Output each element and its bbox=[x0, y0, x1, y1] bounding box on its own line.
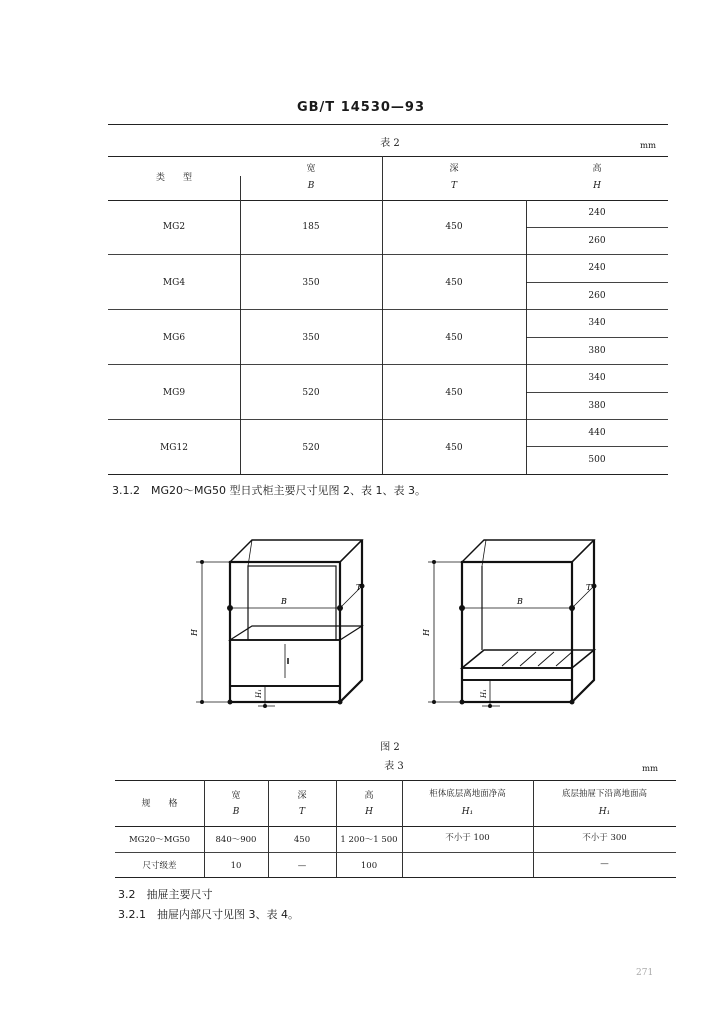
table-row: 450 bbox=[293, 835, 311, 845]
table-3-row-rule bbox=[115, 852, 676, 853]
table-3-col-height-symbol: H bbox=[365, 807, 373, 817]
table-row: 450 bbox=[445, 388, 463, 398]
table-2-unit: mm bbox=[639, 141, 657, 151]
page-number: 271 bbox=[636, 968, 654, 978]
header-rule bbox=[108, 124, 668, 125]
table-row: 450 bbox=[445, 222, 463, 232]
table-row: 185 bbox=[302, 222, 320, 232]
table-3-col-drawer-height: 底层抽屉下沿离地面高 bbox=[561, 789, 647, 799]
table-3-header-rule bbox=[115, 826, 676, 827]
table-row: 100 bbox=[360, 861, 378, 871]
cabinet-left bbox=[196, 540, 362, 706]
table-row: 440 bbox=[588, 428, 606, 438]
table-2-header-rule bbox=[108, 200, 668, 201]
table-2-subrow-rule bbox=[526, 282, 668, 283]
table-row: 380 bbox=[588, 401, 606, 411]
table-2-col-depth-symbol: T bbox=[450, 181, 457, 191]
table-3-col-drawer-height-symbol: H₁ bbox=[598, 807, 611, 817]
table-2-subrow-rule bbox=[526, 392, 668, 393]
table-2-col-height-symbol: H bbox=[593, 181, 601, 191]
table-2-bottom-rule bbox=[108, 474, 668, 475]
table-row: MG4 bbox=[162, 278, 186, 288]
table-row: 340 bbox=[588, 318, 606, 328]
table-3-bottom-rule bbox=[115, 877, 676, 878]
document-id: GB/T 14530—93 bbox=[296, 100, 426, 115]
table-2-row-rule bbox=[108, 309, 668, 310]
table-row: 尺寸级差 bbox=[142, 861, 177, 871]
table-2-col-type: 类 型 bbox=[155, 173, 192, 183]
table-row: MG9 bbox=[162, 388, 186, 398]
table-2-col-width: 宽 bbox=[306, 164, 316, 174]
table-row: 380 bbox=[588, 346, 606, 356]
figure-2-caption: 图 2 bbox=[380, 742, 400, 753]
table-2-col-depth: 深 bbox=[449, 164, 459, 174]
table-2-subrow-rule bbox=[526, 337, 668, 338]
table-row: 350 bbox=[302, 278, 320, 288]
table-2-subrow-rule bbox=[526, 227, 668, 228]
table-2-subrow-rule bbox=[526, 446, 668, 447]
table-row: 240 bbox=[588, 263, 606, 273]
table-2-top-rule bbox=[108, 156, 668, 157]
table-row: MG20～MG50 bbox=[128, 835, 191, 845]
table-3-title: 表 3 bbox=[384, 761, 404, 772]
table-row: 520 bbox=[302, 443, 320, 453]
fig-label-h-left: H bbox=[190, 629, 199, 636]
table-row: 450 bbox=[445, 333, 463, 343]
table-3-col-depth: 深 bbox=[297, 791, 307, 801]
table-row: 520 bbox=[302, 388, 320, 398]
section-3-2-1: 3.2.1 抽屉内部尺寸见图 3、表 4。 bbox=[118, 908, 299, 921]
table-3-col-spec: 规 格 bbox=[141, 799, 178, 809]
table-3-col-depth-symbol: T bbox=[298, 807, 305, 817]
table-2-col-width-symbol: B bbox=[307, 181, 315, 191]
fig-label-b-right: B bbox=[517, 597, 523, 606]
table-row: 240 bbox=[588, 208, 606, 218]
table-row: 260 bbox=[588, 291, 606, 301]
table-row: 340 bbox=[588, 373, 606, 383]
table-row: MG12 bbox=[160, 443, 188, 453]
section-3-1-2: 3.1.2 MG20～MG50 型日式柜主要尺寸见图 2、表 1、表 3。 bbox=[112, 484, 426, 497]
fig-label-h1-right: H₁ bbox=[480, 689, 488, 698]
section-3-2: 3.2 抽屉主要尺寸 bbox=[118, 888, 213, 901]
table-3-col-clearance: 柜体底层离地面净高 bbox=[429, 789, 506, 799]
fig-label-t-left: T bbox=[356, 583, 362, 592]
fig-label-h-right: H bbox=[422, 629, 431, 636]
table-3-unit: mm bbox=[641, 764, 659, 774]
table-row: — bbox=[297, 861, 307, 871]
table-row: 350 bbox=[302, 333, 320, 343]
table-3-top-rule bbox=[115, 780, 676, 781]
fig-label-t-right: T bbox=[586, 583, 592, 592]
table-row: — bbox=[600, 859, 609, 869]
table-2-row-rule bbox=[108, 364, 668, 365]
table-row: 1 200～1 500 bbox=[340, 835, 398, 845]
table-3-col-width-symbol: B bbox=[232, 807, 240, 817]
figure-2-drawing bbox=[180, 528, 620, 718]
table-row: 500 bbox=[588, 455, 606, 465]
table-2-vrule bbox=[382, 156, 383, 474]
table-2-row-rule bbox=[108, 254, 668, 255]
table-row: 不小于 300 bbox=[582, 833, 627, 843]
table-row: 10 bbox=[230, 861, 242, 871]
cabinet-right bbox=[428, 540, 594, 706]
fig-label-h1-left: H₁ bbox=[255, 689, 263, 698]
table-3-col-clearance-symbol: H₁ bbox=[461, 807, 474, 817]
table-row: 不小于 100 bbox=[445, 833, 490, 843]
table-row: 450 bbox=[445, 278, 463, 288]
table-2-row-rule bbox=[108, 419, 668, 420]
table-row: 840～900 bbox=[215, 835, 257, 845]
table-row: 450 bbox=[445, 443, 463, 453]
table-3-col-height: 高 bbox=[364, 791, 374, 801]
table-row: 260 bbox=[588, 236, 606, 246]
table-3-col-width: 宽 bbox=[231, 791, 241, 801]
table-row: MG6 bbox=[162, 333, 186, 343]
table-2-col-height: 高 bbox=[592, 164, 602, 174]
fig-label-b-left: B bbox=[281, 597, 287, 606]
table-row: MG2 bbox=[162, 222, 186, 232]
table-2-title: 表 2 bbox=[380, 138, 400, 149]
